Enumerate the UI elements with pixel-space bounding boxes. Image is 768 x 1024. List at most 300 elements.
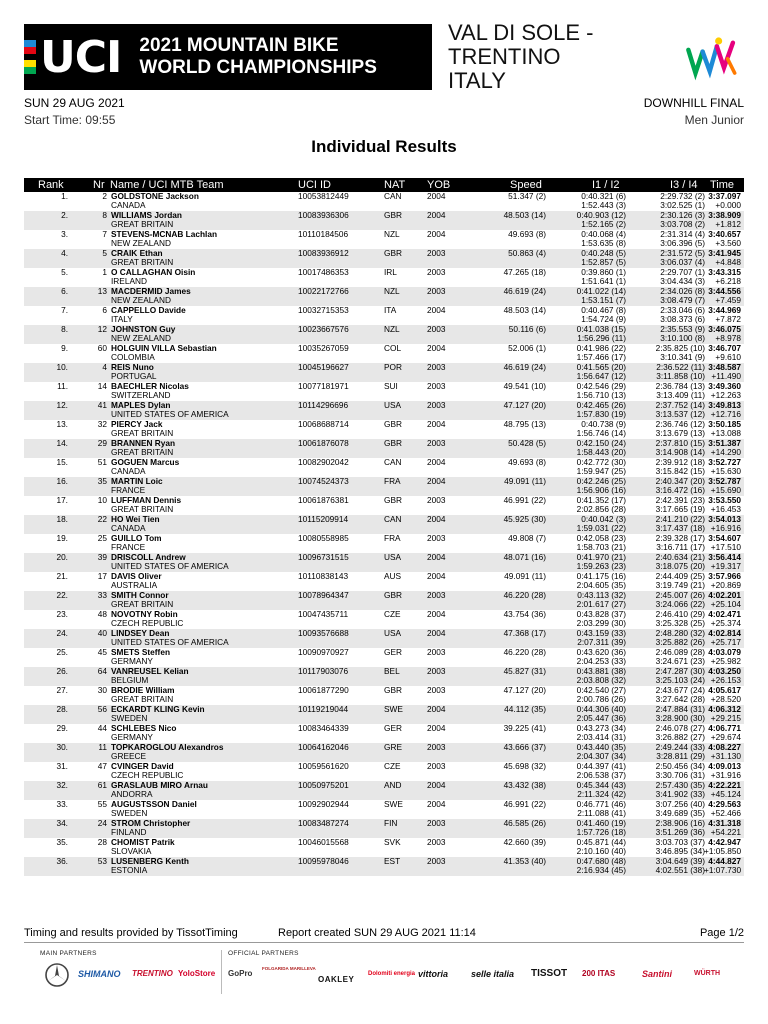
rider-country-cell: GREAT BRITAIN bbox=[111, 257, 174, 267]
venue-name bbox=[448, 21, 683, 93]
yob-cell: 2003 bbox=[427, 761, 446, 771]
time-gap-cell: +7.459 bbox=[715, 295, 741, 305]
split-i4-cell: 3:27.642 (28) bbox=[655, 694, 705, 704]
split-i1-cell: 0:45.344 (43) bbox=[576, 780, 626, 790]
yob-cell: 2004 bbox=[427, 514, 446, 524]
yob-cell: 2004 bbox=[427, 723, 446, 733]
split-i1-cell: 0:41.565 (20) bbox=[576, 362, 626, 372]
split-i1-cell: 0:41.038 (15) bbox=[576, 324, 626, 334]
rank-cell: 32. bbox=[56, 780, 68, 790]
split-i3-cell: 2:34.026 (8) bbox=[660, 286, 705, 296]
bib-number-cell: 32 bbox=[97, 419, 107, 429]
split-i1-cell: 0:42.150 (24) bbox=[576, 438, 626, 448]
yob-cell: 2003 bbox=[427, 400, 446, 410]
finish-time-cell: 3:38.909 bbox=[708, 210, 741, 220]
uci-id-cell: 10117903076 bbox=[298, 666, 349, 676]
rider-country-cell: NEW ZEALAND bbox=[111, 238, 171, 248]
time-gap-cell: +13.088 bbox=[710, 428, 741, 438]
rider-name-cell: LUFFMAN Dennis bbox=[111, 495, 182, 505]
finish-time-cell: 4:42.947 bbox=[708, 837, 741, 847]
table-row bbox=[24, 629, 744, 648]
split-i1-cell: 0:39.860 (1) bbox=[581, 267, 626, 277]
vittoria-logo: vittoria bbox=[418, 969, 449, 979]
split-i3-cell: 2:30.126 (3) bbox=[660, 210, 705, 220]
rider-country-cell: GREAT BRITAIN bbox=[111, 599, 174, 609]
rider-name-cell: CHOMIST Patrik bbox=[111, 837, 175, 847]
rider-name-cell: MAPLES Dylan bbox=[111, 400, 171, 410]
split-i3-cell: 2:33.046 (6) bbox=[660, 305, 705, 315]
rank-cell: 1. bbox=[61, 191, 68, 201]
uci-id-cell: 10046015568 bbox=[298, 837, 349, 847]
uci-id-cell: 10074524373 bbox=[298, 476, 349, 486]
split-i3-cell: 2:41.210 (22) bbox=[655, 514, 705, 524]
speed-cell: 49.091 (11) bbox=[504, 571, 546, 581]
yob-cell: 2004 bbox=[427, 628, 446, 638]
table-header bbox=[24, 178, 744, 192]
split-i1-cell: 0:40.467 (8) bbox=[581, 305, 626, 315]
table-row bbox=[24, 819, 744, 838]
speed-cell: 51.347 (2) bbox=[508, 191, 546, 201]
time-gap-cell: +25.982 bbox=[710, 656, 741, 666]
split-i1-cell: 0:43.828 (37) bbox=[576, 609, 626, 619]
nat-cell: BEL bbox=[384, 666, 400, 676]
rider-country-cell: FRANCE bbox=[111, 542, 146, 552]
finish-time-cell: 3:46.075 bbox=[708, 324, 741, 334]
split-i2-cell: 2:04.307 (34) bbox=[576, 751, 626, 761]
rider-country-cell: CANADA bbox=[111, 200, 146, 210]
time-gap-cell: +1.812 bbox=[715, 219, 741, 229]
split-i2-cell: 1:53.635 (8) bbox=[581, 238, 626, 248]
split-i3-cell: 2:35.553 (9) bbox=[660, 324, 705, 334]
split-i4-cell: 3:17.437 (18) bbox=[655, 523, 705, 533]
table-row bbox=[24, 496, 744, 515]
split-i2-cell: 2:01.617 (27) bbox=[576, 599, 626, 609]
split-i2-cell: 2:03.414 (31) bbox=[576, 732, 626, 742]
split-i3-cell: 2:46.078 (27) bbox=[655, 723, 705, 733]
uci-id-cell: 10050975201 bbox=[298, 780, 349, 790]
finish-time-cell: 3:49.360 bbox=[708, 381, 741, 391]
speed-cell: 46.991 (22) bbox=[503, 799, 546, 809]
speed-cell: 46.220 (28) bbox=[503, 590, 546, 600]
yob-cell: 2003 bbox=[427, 438, 446, 448]
time-gap-cell: +28.520 bbox=[710, 694, 741, 704]
rider-country-cell: GERMANY bbox=[111, 732, 153, 742]
finish-time-cell: 3:41.945 bbox=[708, 248, 741, 258]
rank-cell: 11. bbox=[57, 381, 68, 391]
split-i4-cell: 3:46.895 (34) bbox=[655, 846, 705, 856]
rider-country-cell: CZECH REPUBLIC bbox=[111, 618, 184, 628]
rider-name-cell: JOHNSTON Guy bbox=[111, 324, 176, 334]
table-body bbox=[24, 192, 744, 876]
speed-cell: 49.808 (7) bbox=[508, 533, 546, 543]
split-i3-cell: 2:47.884 (31) bbox=[655, 704, 705, 714]
split-i4-cell: 3:19.749 (21) bbox=[655, 580, 705, 590]
rider-name-cell: SCHLEBES Nico bbox=[111, 723, 177, 733]
yob-cell: 2004 bbox=[427, 229, 446, 239]
yob-cell: 2004 bbox=[427, 210, 446, 220]
uci-id-cell: 10083936306 bbox=[298, 210, 349, 220]
start-time: Start Time: 09:55 bbox=[24, 113, 116, 127]
rider-name-cell: REIS Nuno bbox=[111, 362, 154, 372]
split-i4-cell: 3:03.708 (2) bbox=[660, 219, 705, 229]
rider-country-cell: CZECH REPUBLIC bbox=[111, 770, 184, 780]
speed-cell: 52.006 (1) bbox=[508, 343, 546, 353]
yob-cell: 2003 bbox=[427, 362, 446, 372]
table-row bbox=[24, 230, 744, 249]
rank-cell: 36. bbox=[56, 856, 68, 866]
rider-country-cell: SWEDEN bbox=[111, 713, 148, 723]
uci-id-cell: 10083936912 bbox=[298, 248, 349, 258]
rider-country-cell: IRELAND bbox=[111, 276, 147, 286]
event-title bbox=[139, 35, 377, 79]
uci-id-cell: 10064162046 bbox=[298, 742, 349, 752]
split-i1-cell: 0:43.620 (36) bbox=[576, 647, 626, 657]
split-i2-cell: 1:56.906 (16) bbox=[576, 485, 626, 495]
bib-number-cell: 45 bbox=[97, 647, 107, 657]
split-i3-cell: 2:44.409 (25) bbox=[655, 571, 705, 581]
split-i1-cell: 0:40.042 (3) bbox=[581, 514, 626, 524]
time-gap-cell: +14.290 bbox=[710, 447, 741, 457]
rainbow-stripes bbox=[24, 40, 36, 74]
yob-cell: 2004 bbox=[427, 780, 446, 790]
split-i4-cell: 3:24.066 (22) bbox=[655, 599, 705, 609]
rank-cell: 22. bbox=[56, 590, 68, 600]
uci-id-cell: 10082902042 bbox=[298, 457, 349, 467]
nat-cell: AND bbox=[384, 780, 402, 790]
split-i1-cell: 0:43.440 (35) bbox=[576, 742, 626, 752]
bib-number-cell: 6 bbox=[102, 305, 107, 315]
uci-id-cell: 10053812449 bbox=[298, 191, 349, 201]
rank-cell: 15. bbox=[56, 457, 68, 467]
split-i4-cell: 3:25.882 (26) bbox=[655, 637, 705, 647]
uci-id-cell: 10095978046 bbox=[298, 856, 349, 866]
time-gap-cell: +16.453 bbox=[710, 504, 741, 514]
finish-time-cell: 4:02.471 bbox=[708, 609, 741, 619]
speed-cell: 46.585 (26) bbox=[503, 818, 546, 828]
col-yob: YOB bbox=[427, 179, 451, 191]
rider-country-cell: ITALY bbox=[111, 314, 133, 324]
page-number: Page 1/2 bbox=[699, 927, 744, 939]
speed-cell: 48.071 (16) bbox=[503, 552, 546, 562]
rider-country-cell: GERMANY bbox=[111, 656, 153, 666]
speed-cell: 50.428 (5) bbox=[508, 438, 546, 448]
bib-number-cell: 53 bbox=[97, 856, 107, 866]
split-i4-cell: 3:17.665 (19) bbox=[655, 504, 705, 514]
nat-cell: SVK bbox=[384, 837, 401, 847]
speed-cell: 48.503 (14) bbox=[503, 305, 546, 315]
footer-divider bbox=[24, 942, 744, 943]
split-i3-cell: 3:07.256 (40) bbox=[655, 799, 705, 809]
split-i4-cell: 3:11.858 (10) bbox=[656, 371, 705, 381]
rank-cell: 16. bbox=[56, 476, 68, 486]
split-i1-cell: 0:44.397 (41) bbox=[576, 761, 626, 771]
split-i4-cell: 3:13.679 (13) bbox=[655, 428, 705, 438]
table-row bbox=[24, 572, 744, 591]
split-i4-cell: 3:10.100 (8) bbox=[660, 333, 705, 343]
gopro-logo: GoPro bbox=[228, 969, 253, 978]
split-i4-cell: 3:06.037 (4) bbox=[660, 257, 705, 267]
split-i3-cell: 2:49.244 (33) bbox=[655, 742, 705, 752]
nat-cell: GBR bbox=[384, 248, 402, 258]
split-i3-cell: 2:36.746 (12) bbox=[655, 419, 705, 429]
uci-id-cell: 10061877290 bbox=[298, 685, 349, 695]
yob-cell: 2004 bbox=[427, 476, 446, 486]
split-i2-cell: 1:57.830 (19) bbox=[576, 409, 626, 419]
rider-name-cell: HOLGUIN VILLA Sebastian bbox=[111, 343, 217, 353]
table-row bbox=[24, 724, 744, 743]
rider-name-cell: GOLDSTONE Jackson bbox=[111, 191, 199, 201]
table-row bbox=[24, 439, 744, 458]
rider-country-cell: COLOMBIA bbox=[111, 352, 155, 362]
nat-cell: CAN bbox=[384, 514, 402, 524]
table-row bbox=[24, 325, 744, 344]
rank-cell: 14. bbox=[56, 438, 68, 448]
results-table bbox=[24, 178, 744, 876]
finish-time-cell: 3:54.013 bbox=[708, 514, 741, 524]
table-row bbox=[24, 781, 744, 800]
time-gap-cell: +12.716 bbox=[710, 409, 741, 419]
time-gap-cell: +16.916 bbox=[710, 523, 741, 533]
dolomiti-logo: Dolomiti energia bbox=[368, 971, 416, 977]
finish-time-cell: 3:49.813 bbox=[708, 400, 741, 410]
rank-cell: 21. bbox=[56, 571, 68, 581]
nat-cell: GBR bbox=[384, 685, 402, 695]
uci-id-cell: 10061876381 bbox=[298, 495, 349, 505]
yob-cell: 2004 bbox=[427, 609, 446, 619]
table-row bbox=[24, 610, 744, 629]
rider-name-cell: BRANNEN Ryan bbox=[111, 438, 176, 448]
finish-time-cell: 3:44.556 bbox=[708, 286, 741, 296]
split-i2-cell: 1:56.710 (13) bbox=[576, 390, 626, 400]
meta-row-1 bbox=[24, 96, 744, 110]
bib-number-cell: 10 bbox=[97, 495, 107, 505]
time-gap-cell: +19.317 bbox=[710, 561, 741, 571]
split-i2-cell: 2:16.934 (45) bbox=[576, 865, 626, 875]
finish-time-cell: 3:53.550 bbox=[708, 495, 741, 505]
time-gap-cell: +29.215 bbox=[710, 713, 741, 723]
split-i2-cell: 2:03.808 (32) bbox=[576, 675, 626, 685]
footer bbox=[24, 927, 744, 939]
finish-time-cell: 4:31.318 bbox=[708, 818, 741, 828]
uci-id-cell: 10115209914 bbox=[298, 514, 349, 524]
table-row bbox=[24, 534, 744, 553]
split-i1-cell: 0:45.871 (44) bbox=[576, 837, 626, 847]
uci-id-cell: 10023667576 bbox=[298, 324, 349, 334]
rider-country-cell: FRANCE bbox=[111, 485, 146, 495]
split-i4-cell: 4:02.551 (38) bbox=[655, 865, 705, 875]
speed-cell: 45.698 (32) bbox=[503, 761, 546, 771]
speed-cell: 49.091 (11) bbox=[504, 476, 546, 486]
yob-cell: 2003 bbox=[427, 647, 446, 657]
nat-cell: NZL bbox=[384, 286, 400, 296]
timing-credit: Timing and results provided by TissotTiming bbox=[24, 927, 238, 939]
report-created: Report created SUN 29 AUG 2021 11:14 bbox=[278, 927, 476, 939]
banner-black-block bbox=[24, 24, 432, 90]
table-row bbox=[24, 306, 744, 325]
nat-cell: GBR bbox=[384, 495, 402, 505]
table-row bbox=[24, 192, 744, 211]
split-i2-cell: 2:11.324 (42) bbox=[577, 789, 626, 799]
table-row bbox=[24, 344, 744, 363]
speed-cell: 47.127 (20) bbox=[503, 400, 546, 410]
uci-id-cell: 10092902944 bbox=[298, 799, 349, 809]
rider-name-cell: ECKARDT KLING Kevin bbox=[111, 704, 205, 714]
speed-cell: 44.112 (35) bbox=[504, 704, 546, 714]
nat-cell: CAN bbox=[384, 457, 402, 467]
speed-cell: 48.795 (13) bbox=[503, 419, 546, 429]
bib-number-cell: 44 bbox=[97, 723, 107, 733]
rider-country-cell: SLOVAKIA bbox=[111, 846, 152, 856]
yolo-logo: YoloStore bbox=[178, 969, 216, 978]
nat-cell: GBR bbox=[384, 590, 402, 600]
uci-id-cell: 10096731515 bbox=[298, 552, 349, 562]
split-i3-cell: 2:35.825 (10) bbox=[655, 343, 705, 353]
nat-cell: GER bbox=[384, 647, 402, 657]
nat-cell: AUS bbox=[384, 571, 402, 581]
split-i1-cell: 0:42.546 (29) bbox=[576, 381, 626, 391]
speed-cell: 45.925 (30) bbox=[503, 514, 546, 524]
event-banner bbox=[24, 20, 744, 93]
main-partners-label: MAIN PARTNERS bbox=[40, 950, 97, 957]
rider-country-cell: UNITED STATES OF AMERICA bbox=[111, 561, 229, 571]
split-i3-cell: 2:37.810 (15) bbox=[655, 438, 705, 448]
yob-cell: 2003 bbox=[427, 685, 446, 695]
col-uci-id: UCI ID bbox=[298, 179, 331, 191]
finish-time-cell: 4:05.617 bbox=[708, 685, 741, 695]
rider-country-cell: FINLAND bbox=[111, 827, 147, 837]
finish-time-cell: 3:43.315 bbox=[708, 267, 741, 277]
split-i2-cell: 2:07.311 (39) bbox=[577, 637, 626, 647]
split-i4-cell: 3:28.811 (29) bbox=[656, 751, 705, 761]
split-i3-cell: 2:46.410 (29) bbox=[655, 609, 705, 619]
bib-number-cell: 22 bbox=[97, 514, 107, 524]
nat-cell: SUI bbox=[384, 381, 398, 391]
split-i2-cell: 1:52.165 (2) bbox=[581, 219, 626, 229]
rank-cell: 7. bbox=[61, 305, 68, 315]
yob-cell: 2004 bbox=[427, 343, 446, 353]
speed-cell: 41.353 (40) bbox=[503, 856, 546, 866]
rider-name-cell: STEVENS-MCNAB Lachlan bbox=[111, 229, 218, 239]
time-gap-cell: +25.104 bbox=[710, 599, 741, 609]
finish-time-cell: 4:08.227 bbox=[708, 742, 741, 752]
split-i4-cell: 3:25.103 (24) bbox=[655, 675, 705, 685]
speed-cell: 47.265 (18) bbox=[503, 267, 546, 277]
rider-name-cell: MACDERMID James bbox=[111, 286, 191, 296]
time-gap-cell: +1:07.730 bbox=[704, 865, 742, 875]
rider-name-cell: WILLIAMS Jordan bbox=[111, 210, 182, 220]
itas-logo: 200 ITAS bbox=[582, 969, 616, 978]
split-i2-cell: 1:57.726 (18) bbox=[576, 827, 626, 837]
split-i4-cell: 3:51.269 (36) bbox=[655, 827, 705, 837]
split-i1-cell: 0:40.068 (4) bbox=[581, 229, 626, 239]
uci-id-cell: 10114296696 bbox=[298, 400, 349, 410]
time-gap-cell: +1:05.850 bbox=[704, 846, 742, 856]
uci-id-cell: 10047435711 bbox=[298, 609, 349, 619]
split-i1-cell: 0:42.465 (26) bbox=[576, 400, 626, 410]
uci-id-cell: 10110838143 bbox=[298, 571, 349, 581]
split-i2-cell: 1:59.947 (25) bbox=[576, 466, 626, 476]
split-i4-cell: 3:26.882 (27) bbox=[655, 732, 705, 742]
rider-name-cell: TOPKAROGLOU Alexandros bbox=[111, 742, 224, 752]
rank-cell: 18. bbox=[56, 514, 68, 524]
speed-cell: 49.693 (8) bbox=[508, 457, 546, 467]
time-gap-cell: +9.610 bbox=[715, 352, 741, 362]
wurth-logo: WÜRTH bbox=[694, 970, 721, 977]
split-i3-cell: 2:46.089 (28) bbox=[655, 647, 705, 657]
rider-name-cell: GUILLO Tom bbox=[111, 533, 162, 543]
split-i2-cell: 1:58.703 (21) bbox=[576, 542, 626, 552]
split-i4-cell: 3:15.842 (15) bbox=[655, 466, 705, 476]
speed-cell: 46.619 (24) bbox=[503, 362, 546, 372]
finish-time-cell: 4:02.201 bbox=[708, 590, 741, 600]
time-gap-cell: +31.916 bbox=[710, 770, 741, 780]
rider-country-cell: ANDORRA bbox=[111, 789, 153, 799]
bib-number-cell: 4 bbox=[102, 362, 107, 372]
rider-name-cell: GRASLAUB MIRO Arnau bbox=[111, 780, 208, 790]
rank-cell: 35. bbox=[56, 837, 68, 847]
time-gap-cell: +11.490 bbox=[711, 371, 741, 381]
bib-number-cell: 5 bbox=[102, 248, 107, 258]
uci-id-cell: 10032715353 bbox=[298, 305, 349, 315]
rank-cell: 6. bbox=[61, 286, 68, 296]
split-i1-cell: 0:41.460 (19) bbox=[576, 818, 626, 828]
finish-time-cell: 3:56.414 bbox=[708, 552, 741, 562]
bib-number-cell: 51 bbox=[97, 457, 107, 467]
oakley-logo: OAKLEY bbox=[318, 975, 355, 984]
table-row bbox=[24, 420, 744, 439]
finish-time-cell: 4:22.221 bbox=[708, 780, 741, 790]
speed-cell: 50.116 (6) bbox=[508, 324, 546, 334]
split-i4-cell: 3:16.472 (16) bbox=[655, 485, 705, 495]
split-i2-cell: 1:56.296 (11) bbox=[577, 333, 626, 343]
finish-time-cell: 3:52.787 bbox=[708, 476, 741, 486]
race-date: SUN 29 AUG 2021 bbox=[24, 96, 125, 110]
split-i3-cell: 2:37.752 (14) bbox=[655, 400, 705, 410]
bib-number-cell: 48 bbox=[97, 609, 107, 619]
rider-country-cell: PORTUGAL bbox=[111, 371, 157, 381]
time-gap-cell: +25.717 bbox=[710, 637, 741, 647]
split-i4-cell: 3:10.341 (9) bbox=[660, 352, 705, 362]
split-i2-cell: 2:04.253 (33) bbox=[576, 656, 626, 666]
finish-time-cell: 4:03.079 bbox=[708, 647, 741, 657]
split-i3-cell: 2:29.732 (2) bbox=[660, 191, 705, 201]
table-row bbox=[24, 477, 744, 496]
rider-name-cell: DAVIS Oliver bbox=[111, 571, 162, 581]
split-i2-cell: 1:52.857 (5) bbox=[581, 257, 626, 267]
rider-name-cell: SMETS Steffen bbox=[111, 647, 171, 657]
uci-id-cell: 10119219044 bbox=[298, 704, 349, 714]
speed-cell: 43.754 (36) bbox=[503, 609, 546, 619]
split-i1-cell: 0:41.352 (17) bbox=[576, 495, 626, 505]
table-row bbox=[24, 401, 744, 420]
rank-cell: 29. bbox=[56, 723, 68, 733]
split-i4-cell: 3:24.671 (23) bbox=[655, 656, 705, 666]
uci-id-cell: 10017486353 bbox=[298, 267, 349, 277]
time-gap-cell: +52.466 bbox=[710, 808, 741, 818]
time-gap-cell: +8.978 bbox=[715, 333, 741, 343]
yob-cell: 2004 bbox=[427, 571, 446, 581]
rider-country-cell: GREAT BRITAIN bbox=[111, 428, 174, 438]
split-i1-cell: 0:41.175 (16) bbox=[576, 571, 626, 581]
time-gap-cell: +54.221 bbox=[710, 827, 741, 837]
split-i3-cell: 2:31.572 (5) bbox=[660, 248, 705, 258]
rank-cell: 3. bbox=[61, 229, 68, 239]
race-name: DOWNHILL FINAL bbox=[643, 96, 744, 110]
split-i1-cell: 0:42.540 (27) bbox=[576, 685, 626, 695]
split-i2-cell: 1:57.466 (17) bbox=[576, 352, 626, 362]
time-gap-cell: +25.374 bbox=[710, 618, 741, 628]
nat-cell: USA bbox=[384, 400, 402, 410]
